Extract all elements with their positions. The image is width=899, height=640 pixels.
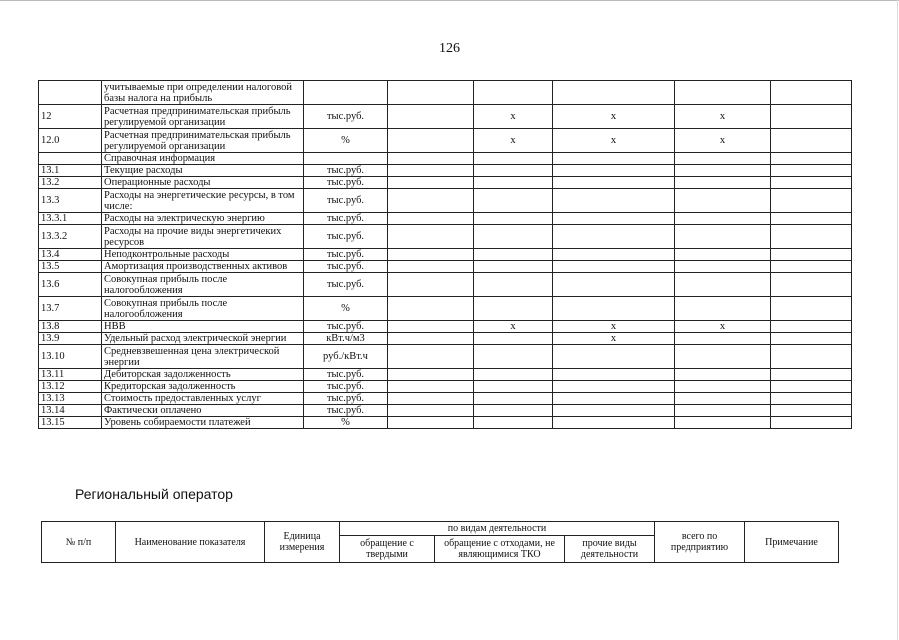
cell-c3 — [553, 381, 675, 393]
cell-num: 13.3.2 — [39, 225, 102, 249]
cell-num: 13.4 — [39, 249, 102, 261]
scan-edge-top — [0, 0, 899, 1]
cell-name: Кредиторская задолженность — [102, 381, 304, 393]
cell-c5 — [771, 369, 852, 381]
cell-c2 — [474, 345, 553, 369]
cell-c3 — [553, 153, 675, 165]
cell-c3 — [553, 369, 675, 381]
table-row — [39, 405, 852, 417]
header-by-activity: по видам деятельности — [340, 522, 655, 536]
cell-c5 — [771, 81, 852, 105]
cell-name: Неподконтрольные расходы — [102, 249, 304, 261]
section-title: Региональный оператор — [75, 486, 233, 502]
table-row — [39, 225, 852, 249]
cell-c3 — [553, 393, 675, 405]
cell-c4 — [675, 177, 771, 189]
cell-c4 — [675, 213, 771, 225]
cell-num: 13.14 — [39, 405, 102, 417]
cell-c5 — [771, 165, 852, 177]
cell-num: 13.9 — [39, 333, 102, 345]
cell-c3: х — [553, 321, 675, 333]
cell-c5 — [771, 189, 852, 213]
cell-name: Расходы на электрическую энергию — [102, 213, 304, 225]
cell-unit: тыс.руб. — [304, 405, 388, 417]
cell-c5 — [771, 213, 852, 225]
cell-c5 — [771, 261, 852, 273]
cell-c3: х — [553, 105, 675, 129]
cell-c1 — [388, 381, 474, 393]
cell-c5 — [771, 393, 852, 405]
cell-c2 — [474, 381, 553, 393]
cell-c1 — [388, 177, 474, 189]
header-other-waste: обращение с отходами, не являющимися ТКО — [435, 536, 565, 563]
cell-c4 — [675, 273, 771, 297]
header-total: всего по предприятию — [655, 522, 745, 563]
cell-c4 — [675, 297, 771, 321]
cell-num: 13.6 — [39, 273, 102, 297]
cell-c4 — [675, 417, 771, 429]
cell-c1 — [388, 165, 474, 177]
cell-c1 — [388, 105, 474, 129]
header-other-activities: прочие виды деятельности — [565, 536, 655, 563]
table-row — [39, 105, 852, 129]
cell-unit — [304, 153, 388, 165]
header-name: Наименование показателя — [116, 522, 265, 563]
cell-num: 13.1 — [39, 165, 102, 177]
table-row — [39, 393, 852, 405]
cell-name: Расходы на прочие виды энергетичеких ресурсов — [102, 225, 304, 249]
cell-c2 — [474, 297, 553, 321]
cell-unit: тыс.руб. — [304, 105, 388, 129]
table-row — [39, 165, 852, 177]
cell-c2 — [474, 177, 553, 189]
cell-unit: тыс.руб. — [304, 165, 388, 177]
cell-name: учитываемые при определении налоговой базы налога на прибыль — [102, 81, 304, 105]
cell-c2 — [474, 249, 553, 261]
cell-c1 — [388, 297, 474, 321]
header-solid-waste: обращение с твердыми — [340, 536, 435, 563]
table-row — [39, 369, 852, 381]
cell-c5 — [771, 417, 852, 429]
table-row — [39, 129, 852, 153]
cell-c2 — [474, 369, 553, 381]
cell-c2 — [474, 333, 553, 345]
cell-c4 — [675, 261, 771, 273]
cell-c3 — [553, 225, 675, 249]
cell-c1 — [388, 213, 474, 225]
cell-c5 — [771, 273, 852, 297]
cell-num: 12.0 — [39, 129, 102, 153]
table-row — [39, 261, 852, 273]
cell-c5 — [771, 345, 852, 369]
cell-num: 13.7 — [39, 297, 102, 321]
cell-c3 — [553, 297, 675, 321]
cell-num: 13.5 — [39, 261, 102, 273]
cell-c1 — [388, 405, 474, 417]
cell-c1 — [388, 129, 474, 153]
cell-name: Уровень собираемости платежей — [102, 417, 304, 429]
table-row — [39, 177, 852, 189]
table-row — [39, 417, 852, 429]
header-num: № п/п — [42, 522, 116, 563]
cell-c4 — [675, 81, 771, 105]
cell-c3 — [553, 405, 675, 417]
cell-c2 — [474, 189, 553, 213]
cell-c4 — [675, 393, 771, 405]
cell-c2 — [474, 393, 553, 405]
cell-num: 12 — [39, 105, 102, 129]
cell-unit: тыс.руб. — [304, 369, 388, 381]
cell-c2 — [474, 165, 553, 177]
cell-c5 — [771, 249, 852, 261]
cell-c2 — [474, 153, 553, 165]
table-row — [39, 153, 852, 165]
cell-c3 — [553, 249, 675, 261]
cell-c1 — [388, 81, 474, 105]
cell-c2 — [474, 81, 553, 105]
cell-c1 — [388, 369, 474, 381]
cell-c2 — [474, 261, 553, 273]
cell-num: 13.3.1 — [39, 213, 102, 225]
cell-num: 13.3 — [39, 189, 102, 213]
cell-c1 — [388, 225, 474, 249]
cell-name: Справочная информация — [102, 153, 304, 165]
cell-c2: х — [474, 105, 553, 129]
cell-unit: % — [304, 129, 388, 153]
table-row — [39, 345, 852, 369]
cell-c1 — [388, 321, 474, 333]
cell-unit: руб./кВт.ч — [304, 345, 388, 369]
cell-c3 — [553, 345, 675, 369]
cell-c4 — [675, 189, 771, 213]
cell-c2: х — [474, 129, 553, 153]
cell-c2: х — [474, 321, 553, 333]
cell-c5 — [771, 405, 852, 417]
cell-unit: кВт.ч/м3 — [304, 333, 388, 345]
table-row — [39, 189, 852, 213]
cell-c1 — [388, 333, 474, 345]
cell-c4 — [675, 345, 771, 369]
cell-unit: тыс.руб. — [304, 213, 388, 225]
cell-c1 — [388, 345, 474, 369]
cell-c4 — [675, 369, 771, 381]
cell-c5 — [771, 333, 852, 345]
cell-c4 — [675, 381, 771, 393]
cell-name: Операционные расходы — [102, 177, 304, 189]
cell-c3 — [553, 273, 675, 297]
cell-unit: тыс.руб. — [304, 381, 388, 393]
table-row — [39, 213, 852, 225]
cell-c1 — [388, 153, 474, 165]
header-unit: Единица измерения — [265, 522, 340, 563]
cell-c4: х — [675, 321, 771, 333]
cell-c3: х — [553, 333, 675, 345]
cell-name: НВВ — [102, 321, 304, 333]
cell-c5 — [771, 225, 852, 249]
cell-c2 — [474, 405, 553, 417]
cell-c4 — [675, 153, 771, 165]
cell-unit: тыс.руб. — [304, 273, 388, 297]
cell-name: Фактически оплачено — [102, 405, 304, 417]
table-row — [39, 249, 852, 261]
cell-c4: х — [675, 105, 771, 129]
scan-edge-right — [897, 0, 898, 640]
table-row — [39, 81, 852, 105]
cell-c5 — [771, 321, 852, 333]
regional-operator-header-table — [41, 521, 839, 563]
cell-c3 — [553, 213, 675, 225]
cell-c3 — [553, 189, 675, 213]
cell-num — [39, 81, 102, 105]
cell-num: 13.10 — [39, 345, 102, 369]
cell-unit: тыс.руб. — [304, 393, 388, 405]
cell-c2 — [474, 273, 553, 297]
cell-unit: тыс.руб. — [304, 189, 388, 213]
cell-c5 — [771, 177, 852, 189]
cell-num: 13.8 — [39, 321, 102, 333]
cell-name: Расчетная предпринимательская прибыль регулируемой организации — [102, 129, 304, 153]
cell-c1 — [388, 417, 474, 429]
header-note: Примечание — [745, 522, 839, 563]
cell-c5 — [771, 105, 852, 129]
cell-c5 — [771, 381, 852, 393]
cell-num: 13.15 — [39, 417, 102, 429]
cell-name: Совокупная прибыль после налогообложения — [102, 273, 304, 297]
cell-c3 — [553, 81, 675, 105]
cell-name: Расчетная предпринимательская прибыль регулируемой организации — [102, 105, 304, 129]
cell-c2 — [474, 213, 553, 225]
cell-num — [39, 153, 102, 165]
cell-c3 — [553, 417, 675, 429]
table-row — [39, 333, 852, 345]
cell-unit: тыс.руб. — [304, 321, 388, 333]
cell-c5 — [771, 297, 852, 321]
cell-unit: тыс.руб. — [304, 177, 388, 189]
table-row — [39, 381, 852, 393]
cell-name: Совокупная прибыль после налогообложения — [102, 297, 304, 321]
table-row — [39, 321, 852, 333]
cell-c3 — [553, 165, 675, 177]
cell-c4 — [675, 333, 771, 345]
cell-c4 — [675, 225, 771, 249]
cell-name: Стоимость предоставленных услуг — [102, 393, 304, 405]
cell-c5 — [771, 153, 852, 165]
cell-unit: тыс.руб. — [304, 249, 388, 261]
page-number: 126 — [439, 41, 460, 56]
cell-name: Текущие расходы — [102, 165, 304, 177]
cell-c3 — [553, 177, 675, 189]
cell-c4 — [675, 165, 771, 177]
cell-c1 — [388, 189, 474, 213]
cell-c2 — [474, 225, 553, 249]
cell-c1 — [388, 273, 474, 297]
cell-c3 — [553, 261, 675, 273]
cell-num: 13.12 — [39, 381, 102, 393]
cell-unit — [304, 81, 388, 105]
cell-c3: х — [553, 129, 675, 153]
cell-name: Средневзвешенная цена электрической энергии — [102, 345, 304, 369]
cell-c5 — [771, 129, 852, 153]
cell-unit: % — [304, 297, 388, 321]
cell-name: Удельный расход электрической энергии — [102, 333, 304, 345]
table-row — [39, 297, 852, 321]
cell-num: 13.2 — [39, 177, 102, 189]
cell-name: Расходы на энергетические ресурсы, в том числе: — [102, 189, 304, 213]
cell-name: Дебиторская задолженность — [102, 369, 304, 381]
indicators-table-body — [39, 81, 852, 429]
indicators-table — [38, 80, 852, 429]
cell-c4: х — [675, 129, 771, 153]
cell-unit: тыс.руб. — [304, 225, 388, 249]
table-row — [39, 273, 852, 297]
cell-name: Амортизация производственных активов — [102, 261, 304, 273]
cell-num: 13.13 — [39, 393, 102, 405]
cell-c1 — [388, 261, 474, 273]
cell-num: 13.11 — [39, 369, 102, 381]
cell-c4 — [675, 405, 771, 417]
cell-c2 — [474, 417, 553, 429]
cell-c1 — [388, 249, 474, 261]
cell-c1 — [388, 393, 474, 405]
cell-unit: тыс.руб. — [304, 261, 388, 273]
cell-c4 — [675, 249, 771, 261]
cell-unit: % — [304, 417, 388, 429]
